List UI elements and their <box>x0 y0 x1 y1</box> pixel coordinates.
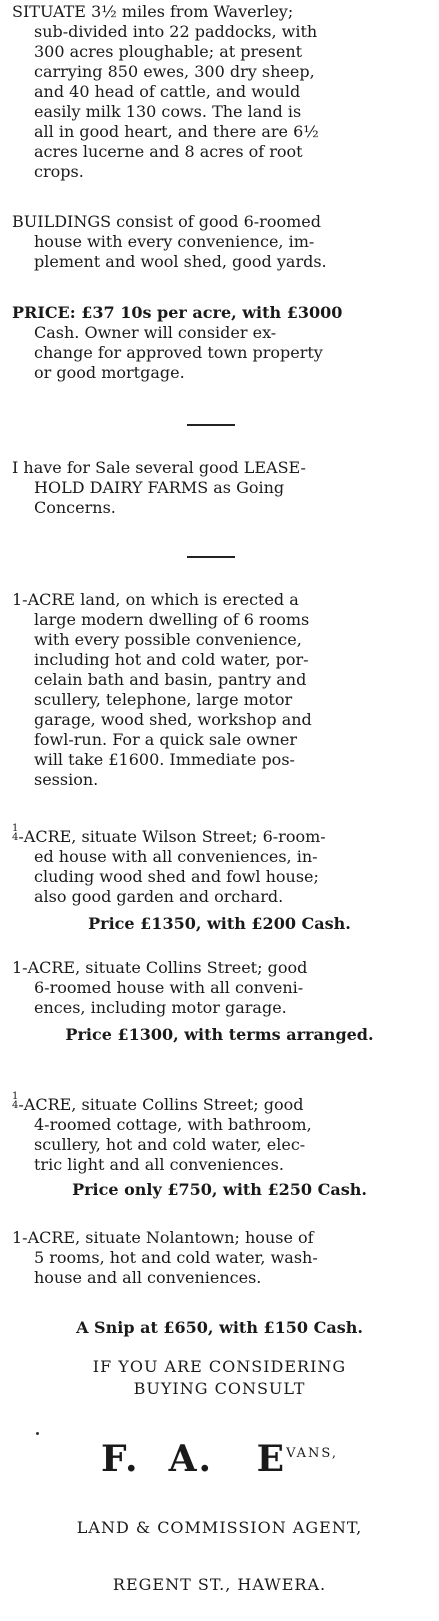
text-line: 6-roomed house with all conveni- <box>34 978 304 997</box>
fraction-denominator: 4 <box>12 1100 19 1111</box>
text-line: change for approved town property <box>34 343 323 362</box>
text-line: garage, wood shed, workshop and <box>34 710 312 729</box>
text-line: will take £1600. Immediate pos- <box>34 750 295 769</box>
text-line: celain bath and basin, pantry and <box>34 670 307 689</box>
text-line: SITUATE 3½ miles from Waverley; <box>12 2 294 21</box>
snip-line: A Snip at £650, with £150 Cash. <box>76 1318 363 1337</box>
text-line: Cash. Owner will consider ex- <box>34 323 277 342</box>
text-line: house and all conveniences. <box>34 1268 262 1287</box>
text-line: session. <box>34 770 99 789</box>
agent-name <box>0 1432 439 1481</box>
text-line: 5 rooms, hot and cold water, wash- <box>34 1248 318 1267</box>
text-line: house with every convenience, im- <box>34 232 315 251</box>
text-line: tric light and all conveniences. <box>34 1155 284 1174</box>
divider-rule <box>187 556 235 558</box>
text-line: plement and wool shed, good yards. <box>34 252 327 271</box>
consult-line: BUYING CONSULT <box>133 1379 306 1398</box>
agent-initial-f: F. <box>101 1438 140 1480</box>
text-line: PRICE: £37 10s per acre, with £3000 <box>12 303 343 322</box>
text-line: 300 acres ploughable; at present <box>34 42 303 61</box>
text-line-content: -ACRE, situate Collins Street; good <box>18 1095 304 1114</box>
price-line: Price only £750, with £250 Cash. <box>72 1180 367 1199</box>
text-line: ed house with all conveniences, in- <box>34 847 318 866</box>
text-line-content: -ACRE, situate Wilson Street; 6-room- <box>18 827 326 846</box>
agent-initial-a: A. <box>168 1438 214 1480</box>
consult-line: IF YOU ARE CONSIDERING <box>92 1357 347 1376</box>
text-line: fowl-run. For a quick sale owner <box>34 730 297 749</box>
fraction-numerator: 1 <box>12 823 19 834</box>
price-line: Price £1300, with terms arranged. <box>65 1025 374 1044</box>
text-line: BUILDINGS consist of good 6-roomed <box>12 212 321 231</box>
agent-address: REGENT ST., HAWERA. <box>112 1575 327 1594</box>
text-line: including hot and cold water, por- <box>34 650 309 669</box>
agent-surname: VANS, <box>286 1446 338 1461</box>
fraction-numerator: 1 <box>12 1091 19 1102</box>
text-line: Concerns. <box>34 498 116 517</box>
agent-initial-e: E <box>256 1438 287 1480</box>
acre-listing-3 <box>12 958 430 1018</box>
text-line: sub-divided into 22 paddocks, with <box>34 22 318 41</box>
text-line: scullery, hot and cold water, elec- <box>34 1135 306 1154</box>
text-line: carrying 850 ewes, 300 dry sheep, <box>34 62 315 81</box>
text-line: scullery, telephone, large motor <box>34 690 293 709</box>
text-line: 1-ACRE, situate Collins Street; good <box>12 958 308 977</box>
text-line: also good garden and orchard. <box>34 887 284 906</box>
text-line: crops. <box>34 162 84 181</box>
leasehold-paragraph <box>12 458 430 518</box>
text-line: cluding wood shed and fowl house; <box>34 867 319 886</box>
acre-listing-5 <box>12 1228 430 1288</box>
text-line <box>12 1092 430 1115</box>
text-line: acres lucerne and 8 acres of root <box>34 142 303 161</box>
divider-rule <box>187 424 235 426</box>
price-line: Price £1350, with £200 Cash. <box>88 914 351 933</box>
text-line: ences, including motor garage. <box>34 998 287 1017</box>
text-line: and 40 head of cattle, and would <box>34 82 301 101</box>
text-line: 4-roomed cottage, with bathroom, <box>34 1115 312 1134</box>
agent-title: LAND & COMMISSION AGENT, <box>76 1518 363 1537</box>
text-line: easily milk 130 cows. The land is <box>34 102 302 121</box>
text-line: large modern dwelling of 6 rooms <box>34 610 310 629</box>
text-line: HOLD DAIRY FARMS as Going <box>34 478 285 497</box>
text-line: 1-ACRE, situate Nolantown; house of <box>12 1228 314 1247</box>
text-line: with every possible convenience, <box>34 630 302 649</box>
text-line: 1-ACRE land, on which is erected a <box>12 590 299 609</box>
acre-listing-4 <box>12 1092 430 1175</box>
fraction-denominator: 4 <box>12 832 19 843</box>
buildings-paragraph <box>12 212 430 272</box>
acre-listing-2 <box>12 824 430 907</box>
acre-listing-1 <box>12 590 430 790</box>
text-line <box>12 824 430 847</box>
situate-paragraph <box>12 2 430 182</box>
text-line: I have for Sale several good LEASE- <box>12 458 306 477</box>
price-paragraph <box>12 303 430 383</box>
text-line: or good mortgage. <box>34 363 185 382</box>
text-line: all in good heart, and there are 6½ <box>34 122 319 141</box>
